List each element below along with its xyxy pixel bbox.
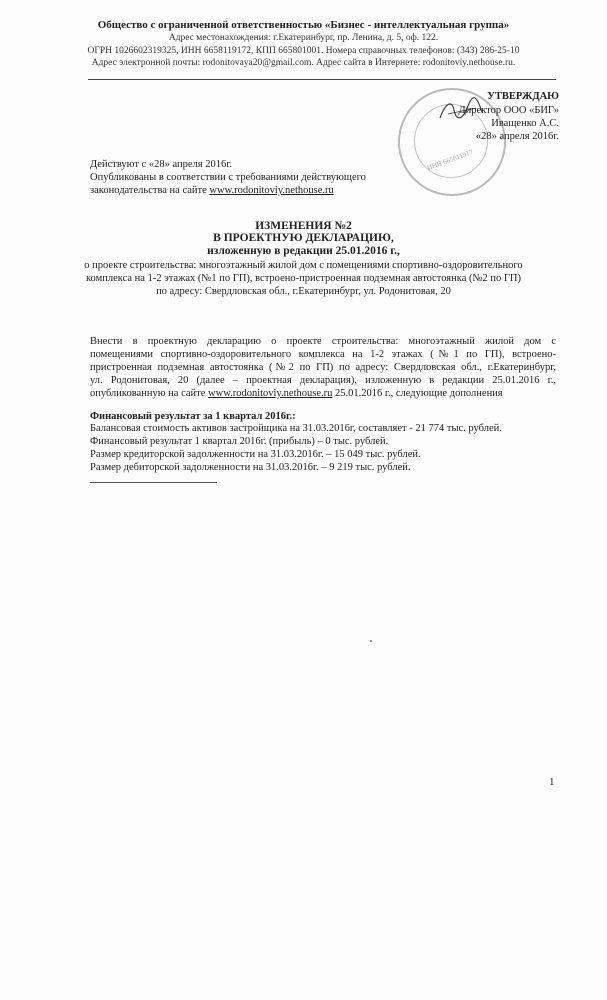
body-site-link[interactable]: www.rodonitoviy.nethouse.ru bbox=[208, 388, 333, 399]
body-line-1: Внести в проектную декларацию о проекте строительства: многоэтажный жилой дом с bbox=[90, 336, 556, 347]
financial-payables: Размер кредиторской задолженности на 31.03.2016г. – 15 049 тыс. рублей. bbox=[90, 449, 421, 460]
org-address: Адрес местонахождения: г.Екатеринбург, пр. Ленина, д. 5, оф. 122. bbox=[168, 33, 439, 43]
org-contacts: Адрес электронной почты: rodonitovaya20@gmail.com. Адрес сайта в Интернете: rodonitoviy.nethouse.ru. bbox=[91, 58, 516, 68]
seal-text: ИНН 665811917 bbox=[426, 148, 475, 172]
doc-title-number: ИЗМЕНЕНИЯ №2 bbox=[255, 220, 352, 232]
scan-speck bbox=[370, 640, 372, 642]
subject-line-2: комплекса на 1-2 этажах (№1 по ГП), встроено-пристроенная подземная автостоянка (№2 по ГП) bbox=[85, 273, 522, 284]
approval-title: УТВЕРЖДАЮ bbox=[487, 91, 559, 102]
subject-line-3: по адресу: Свердловская обл., г.Екатеринбург, ул. Родонитовая, 20 bbox=[156, 286, 451, 297]
financial-receivables: Размер дебиторской задолженности на 31.03.2016г. – 9 219 тыс. рублей. bbox=[90, 462, 411, 473]
validity-date: Действуют с «28» апреля 2016г. bbox=[90, 159, 232, 170]
financial-heading: Финансовый результат за 1 квартал 2016г.: bbox=[90, 411, 296, 422]
body-line-3: пристроенная подземная автостоянка (№2 по ГП) по адресу: Свердловская обл., г.Екатеринбург, bbox=[90, 362, 556, 373]
body-line-2: помещениями спортивно-оздоровительного комплекса на 1-2 этажах (№1 по ГП), встроено- bbox=[90, 349, 556, 360]
doc-title-edition: изложенную в редакции 25.01.2016 г., bbox=[207, 245, 400, 257]
body-line-5 bbox=[90, 388, 503, 399]
section-divider bbox=[90, 482, 217, 483]
approval-position: Директор ООО «БИГ» bbox=[458, 105, 559, 116]
org-name: Общество с ограниченной ответственностью «Бизнес - интеллектуальная группа» bbox=[97, 19, 510, 31]
body-line-5-prefix: опубликованную на сайте bbox=[90, 388, 209, 399]
validity-publication: Опубликованы в соответствии с требованиями действующего bbox=[90, 172, 366, 183]
body-line-4: ул. Родонитовая, 20 (далее – проектная декларация), изложенную в редакции 25.01.2016 г., bbox=[90, 375, 556, 386]
approval-name: Иващенко А.С. bbox=[491, 118, 559, 129]
financial-profit: Финансовый результат 1 квартал 2016г. (прибыль) – 0 тыс. рублей. bbox=[90, 436, 389, 447]
org-registry: ОГРН 1026602319325, ИНН 6658119172, КПП 665801001. Номера справочных телефонов: (343) 286-25-10 bbox=[87, 46, 520, 56]
financial-assets: Балансовая стоимость активов застройщика на 31.03.2016г, составляет - 21 774 тыс. рублей. bbox=[90, 423, 502, 434]
body-line-5-suffix: 25.01.2016 г., следующие дополнения bbox=[332, 388, 503, 399]
subject-line-1: о проекте строительства: многоэтажный жилой дом с помещениями спортивно-оздоровительного bbox=[84, 260, 523, 271]
site-link[interactable]: www.rodonitoviy.nethouse.ru bbox=[209, 185, 334, 196]
header-divider bbox=[88, 79, 556, 80]
page-number: 1 bbox=[549, 776, 555, 788]
validity-site-line bbox=[90, 185, 334, 196]
approval-date: «28» апреля 2016г. bbox=[475, 131, 559, 142]
doc-title-subject: В ПРОЕКТНУЮ ДЕКЛАРАЦИЮ, bbox=[213, 232, 394, 244]
validity-site-prefix: законодательства на сайте bbox=[90, 185, 210, 196]
